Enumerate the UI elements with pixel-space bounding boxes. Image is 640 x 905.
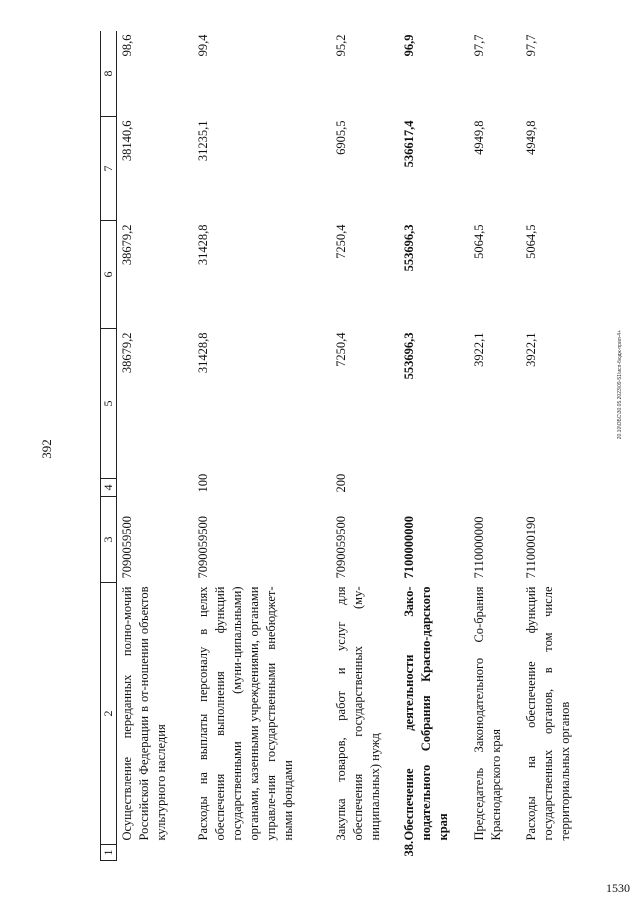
row-code: 7090059500: [196, 516, 210, 579]
row-value-7: 6905,5: [334, 120, 348, 155]
page-number: 392: [39, 439, 54, 459]
col-header-3: 3: [101, 497, 117, 583]
row-expense-type: [117, 479, 194, 497]
row-value-6: 7250,4: [334, 224, 348, 259]
row-value-8: 99,4: [196, 34, 210, 57]
row-value-8: 97,7: [524, 34, 538, 57]
row-expense-type: 100: [196, 473, 210, 493]
table-header-row: [101, 31, 117, 861]
rotated-table: [100, 31, 590, 861]
row-number: 38.: [402, 840, 416, 857]
row-value-8: 98,6: [120, 34, 134, 57]
row-expense-type: [521, 479, 574, 497]
row-value-5: 7250,4: [334, 332, 348, 367]
budget-table: [100, 31, 574, 861]
col-header-7: 7: [101, 117, 117, 221]
col-header-2: 2: [101, 583, 117, 845]
table-row: [331, 31, 399, 861]
table-row: [469, 31, 521, 861]
row-description: Осуществление переданных полно-мочий Российской Федерации в от-ношении объектов культурного наследия: [120, 586, 168, 841]
row-value-5: 31428,8: [196, 332, 210, 374]
col-header-1: 1: [101, 845, 117, 861]
budget-table-container: [100, 31, 590, 861]
table-row: [399, 31, 469, 861]
sheet-number: 1530: [606, 881, 630, 895]
row-code: 7090059500: [334, 516, 348, 579]
col-header-5: 5: [101, 329, 117, 479]
row-value-7: 4949,8: [472, 120, 486, 155]
row-value-6: 5064,5: [472, 224, 486, 259]
row-code: 7110000190: [524, 516, 538, 579]
row-number: [469, 845, 521, 861]
col-header-6: 6: [101, 221, 117, 329]
row-value-7: 38140,6: [120, 120, 134, 162]
row-value-5: 3922,1: [524, 332, 538, 367]
row-value-8: 96,9: [402, 34, 416, 57]
row-expense-type: [399, 479, 469, 497]
row-value-6: 553696,3: [402, 224, 416, 272]
row-value-6: 31428,8: [196, 224, 210, 266]
table-row: [117, 31, 194, 861]
row-expense-type: 200: [334, 473, 348, 493]
row-description: Председатель Законодательного Со-брания Краснодарского края: [472, 586, 503, 841]
row-code: 7110000000: [472, 516, 486, 579]
row-value-7: 31235,1: [196, 120, 210, 162]
row-value-7: 4949,8: [524, 120, 538, 155]
row-description: Расходы на выплаты персоналу в целях обеспечения выполнения функций государственными (муни-ципальными) органами, казенными учреждениями, органами управле-ния государственными внебюджет-ными фондами: [196, 586, 295, 841]
row-number: [117, 845, 194, 861]
row-value-6: 38679,2: [120, 224, 134, 266]
row-value-8: 95,2: [334, 34, 348, 57]
row-expense-type: [469, 479, 521, 497]
col-header-8: 8: [101, 31, 117, 117]
row-number: [331, 845, 399, 861]
row-value-5: 3922,1: [472, 332, 486, 367]
row-value-5: 38679,2: [120, 332, 134, 374]
row-value-6: 5064,5: [524, 224, 538, 259]
row-code: 7090059500: [120, 516, 134, 579]
row-code: 7100000000: [402, 516, 416, 579]
file-path-footer: 20.10\ОБС\30.05.2023\09-51\исп-бюдж-прил-4+: [617, 330, 623, 440]
table-row: [521, 31, 574, 861]
row-description: Расходы на обеспечение функций государственных органов, в том числе территориальных органов: [524, 586, 572, 841]
row-value-7: 536617,4: [402, 120, 416, 168]
table-row: [193, 31, 331, 861]
row-description: Обеспечение деятельности Зако-нодательного Собрания Красно-дарского края: [402, 586, 450, 841]
row-number: [193, 845, 331, 861]
row-description: Закупка товаров, работ и услуг для обеспечения государственных (му-ниципальных) нужд: [334, 586, 382, 841]
row-number: [521, 845, 574, 861]
row-value-5: 553696,3: [402, 332, 416, 380]
col-header-4: 4: [101, 479, 117, 497]
row-value-8: 97,7: [472, 34, 486, 57]
